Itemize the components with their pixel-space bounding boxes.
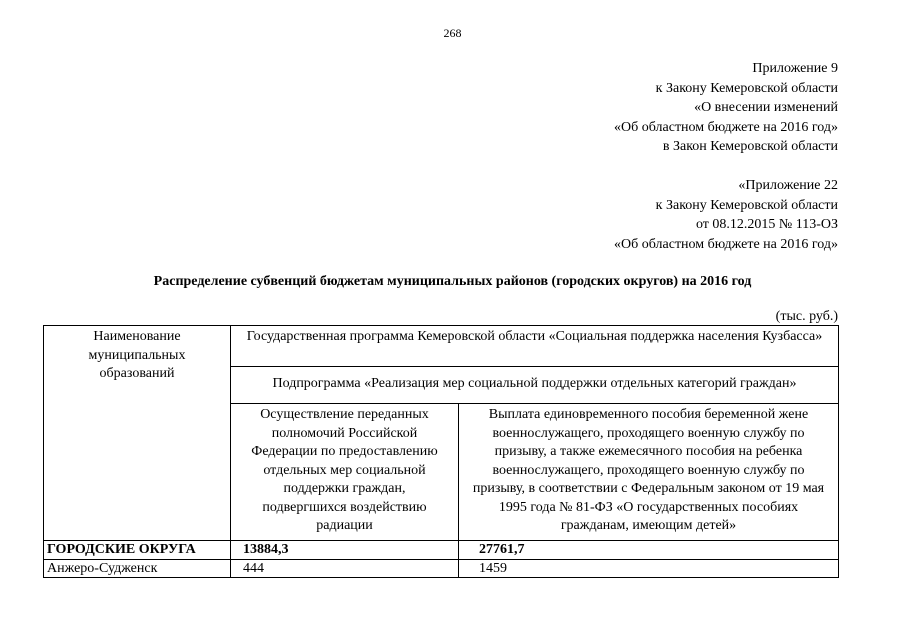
original-appendix-line: «Приложение 22 (738, 178, 838, 193)
table-row-radiation-value: 13884,3 (230, 540, 459, 560)
program-header (230, 325, 839, 367)
original-appendix-header (614, 176, 838, 254)
table-row-benefit-value: 1459 (458, 559, 839, 578)
table-row-benefit-value: 27761,7 (458, 540, 839, 560)
table-row-name: ГОРОДСКИЕ ОКРУГА (43, 540, 231, 560)
program-header-text: Государственная программа Кемеровской области «Социальная поддержка населения Кузбасса» (246, 329, 823, 344)
original-appendix-line: к Закону Кемеровской области (655, 197, 838, 213)
appendix-line: Приложение 9 (752, 61, 838, 76)
table-row-name: Анжеро-Судженск (43, 559, 231, 578)
original-appendix-line: от 08.12.2015 № 113-ОЗ (695, 217, 838, 233)
appendix-line: «О внесении изменений (694, 100, 838, 116)
child-benefit-column-header-text: Выплата единовременного пособия беременной жене военнослужащего, проходящего военную службу по призыву, а также ежемесячного пособия на ребенка военнослужащего, проходящего военную службу по призыву, в соответствии с Федеральным законом от 19 мая 1995 года № 81-ФЗ «О государственных пособиях гражданам, имеющим детей» (472, 407, 825, 533)
child-benefit-column-header (458, 403, 839, 541)
radiation-support-column-header-text: Осуществление переданных полномочий Российской Федерации по предоставлению отдельных мер социальной поддержки граждан, подвергшихся воздействию радиации (251, 407, 438, 533)
page-number: 268 (443, 26, 462, 40)
subprogram-header (230, 366, 839, 404)
appendix-line: «Об областном бюджете на 2016 год» (614, 119, 838, 135)
units-label: (тыс. руб.) (775, 309, 838, 324)
subprogram-header-text: Подпрограмма «Реализация мер социальной поддержки отдельных категорий граждан» (272, 376, 797, 391)
appendix-line: в Закон Кемеровской области (662, 139, 838, 155)
appendix-line: к Закону Кемеровской области (655, 80, 838, 96)
appendix-header (614, 59, 838, 157)
document-title: Распределение субвенций бюджетам муниципальных районов (городских округов) на 2016 год (153, 274, 752, 289)
table-row-radiation-value: 444 (230, 559, 459, 578)
subvention-table (43, 325, 839, 578)
radiation-support-column-header (230, 403, 459, 541)
municipality-column-header-text: Наименование муниципальных образований (88, 329, 186, 381)
original-appendix-line: «Об областном бюджете на 2016 год» (614, 236, 838, 252)
municipality-column-header (43, 325, 231, 541)
